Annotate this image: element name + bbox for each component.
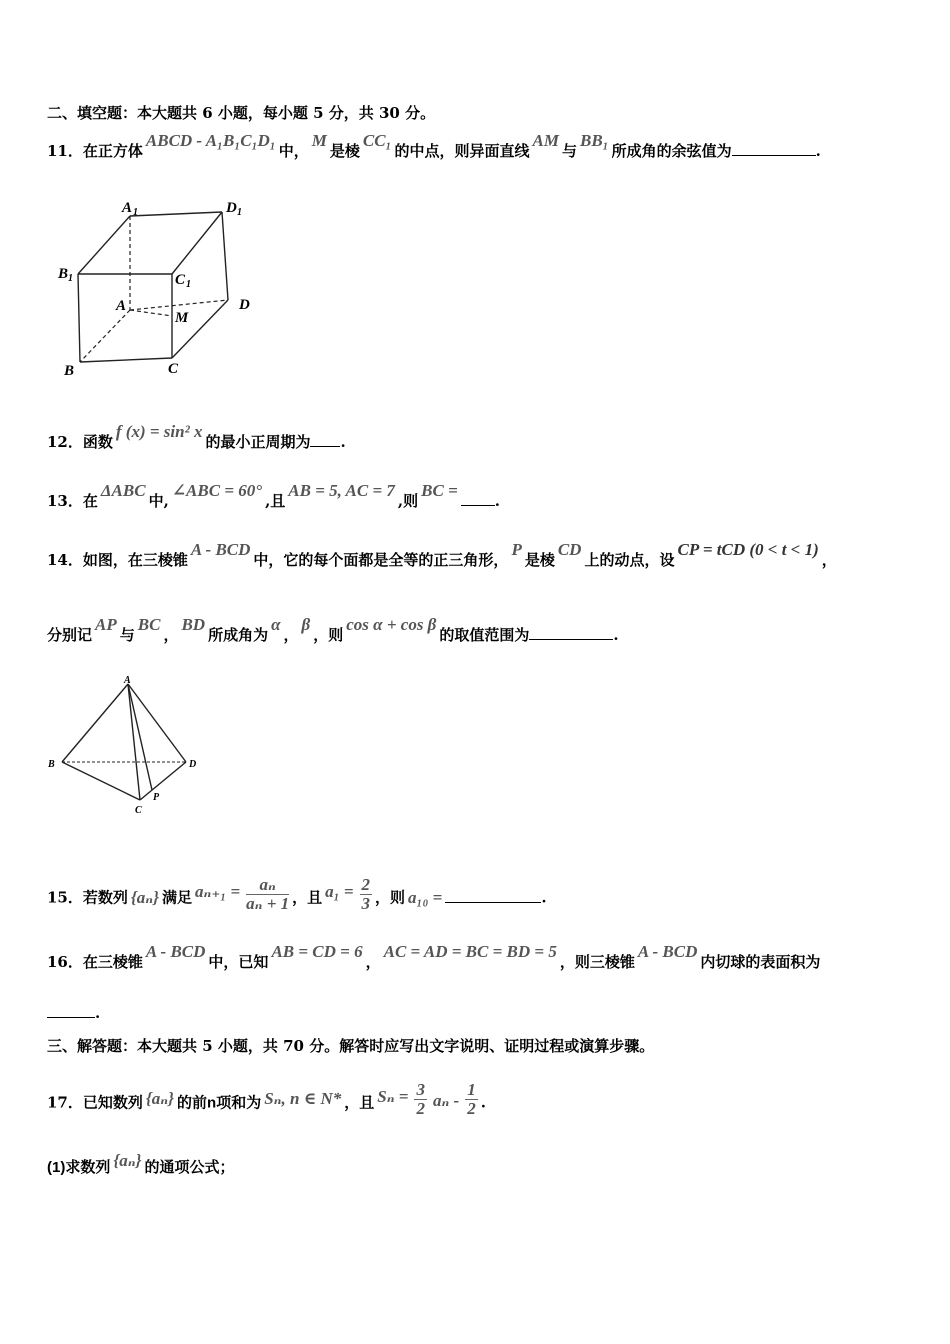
question-text: 中，它的每个面都是全等的正三角形， [253, 551, 509, 569]
question-text: n [207, 1094, 217, 1112]
question-text: 与 [561, 142, 577, 160]
fraction [246, 876, 289, 913]
question-text: ,则 [397, 492, 419, 510]
answer-blank [310, 432, 340, 447]
math-expr: ΔABC [100, 481, 146, 500]
math-expr: CC₁ [362, 131, 392, 150]
math-expr: P [511, 540, 522, 559]
answer-blank [732, 141, 816, 156]
question-number: 13． [47, 492, 83, 510]
label-m: M [175, 310, 189, 326]
part-label: (1) [47, 1159, 66, 1176]
question-11 [47, 131, 821, 161]
answer-blank [445, 888, 541, 903]
question-text: 满足 [162, 888, 193, 907]
math-expr: Sₙ = [377, 1086, 409, 1106]
question-14-line-2 [47, 615, 619, 645]
question-text: 中，已知 [208, 953, 269, 971]
label-a: A [116, 298, 127, 314]
math-expr: a₁₀ = [408, 887, 443, 907]
question-text: ，则 [375, 888, 406, 907]
edge-cd [172, 300, 228, 358]
question-end: . [613, 626, 619, 644]
math-expr: AP [95, 615, 117, 634]
question-end: . [494, 492, 500, 510]
question-text: 求数列 [65, 1158, 111, 1176]
question-text: 的通项公式； [144, 1158, 235, 1176]
fraction-denominator: aₙ + 1 [246, 894, 290, 913]
label-b: B [64, 363, 75, 379]
fraction-numerator: 1 [467, 1080, 476, 1099]
question-number: 16． [47, 953, 83, 971]
fraction-denominator: 2 [467, 1099, 476, 1118]
question-text: ， [821, 551, 837, 569]
math-expr: M [311, 131, 327, 150]
math-expr: ABCD - A₁B₁C₁D₁ [145, 131, 276, 150]
label-b1-sub: 1 [68, 273, 73, 284]
question-end: . [95, 1004, 101, 1022]
question-text: 若数列 [82, 888, 128, 907]
question-number: 11． [47, 142, 83, 160]
math-expr: Sₙ, n ∈ N* [264, 1088, 342, 1108]
question-text: 是棱 [524, 551, 555, 569]
question-end: . [815, 142, 821, 160]
math-expr: {aₙ} [145, 1088, 175, 1108]
question-text: 项和为 [216, 1093, 262, 1112]
fraction [414, 1081, 427, 1118]
label-c1-sub: 1 [186, 279, 191, 290]
edge-ab-hidden [80, 310, 130, 362]
answer-blank [529, 625, 613, 640]
tetrahedron-figure [45, 672, 215, 820]
math-expr: BC [137, 615, 161, 634]
question-end: . [340, 433, 346, 451]
question-text: 是棱 [329, 142, 360, 160]
question-text: ， [365, 953, 381, 971]
question-text: 在正方体 [82, 142, 143, 160]
question-14 [47, 540, 837, 570]
answer-blank [47, 1003, 95, 1018]
math-expr: CP = tCD (0 < t < 1) [677, 540, 819, 559]
label-p: P [153, 792, 160, 803]
math-expr: BD [181, 615, 206, 634]
answer-blank [461, 491, 495, 506]
question-text: ，且 [292, 888, 323, 907]
segment-am-hidden [130, 310, 172, 316]
label-c: C [168, 361, 179, 377]
fraction [360, 876, 373, 913]
label-a1: A [122, 200, 133, 216]
question-number: 15． [47, 888, 83, 907]
question-text: 与 [119, 626, 135, 644]
math-expr: cos α + cos β [346, 615, 437, 634]
label-b: B [48, 759, 55, 770]
label-d1: D [226, 200, 237, 216]
question-text: 的取值范围为 [439, 626, 530, 644]
fraction-numerator: aₙ [246, 876, 289, 895]
math-expr: CD [557, 540, 582, 559]
math-expr: a₁ = [325, 881, 354, 901]
question-17 [47, 1080, 486, 1122]
question-text: 的中点，则异面直线 [394, 142, 530, 160]
edge-bc [80, 358, 172, 362]
question-text: ,且 [265, 492, 286, 510]
question-13 [47, 481, 500, 511]
label-c1: C [175, 272, 186, 288]
label-d1-sub: 1 [237, 207, 242, 218]
label-a1-sub: 1 [133, 207, 138, 218]
math-expr: AC = AD = BC = BD = 5 [383, 942, 557, 961]
question-text: 函数 [82, 433, 113, 451]
math-expr: A - BCD [145, 942, 206, 961]
question-text: 中, [148, 492, 169, 510]
fraction-numerator: 2 [361, 875, 371, 894]
math-expr: AM [532, 131, 559, 150]
math-expr: BB₁ [579, 131, 609, 150]
question-number: 14． [47, 551, 83, 569]
question-text: 如图，在三棱锥 [82, 551, 188, 569]
edge-d1d [222, 212, 228, 300]
fraction-numerator: 3 [416, 1080, 425, 1099]
question-number: 17． [47, 1093, 83, 1112]
edge-b1b [78, 274, 80, 362]
label-a: A [124, 675, 131, 686]
math-expr: f (x) = sin² x [115, 422, 203, 441]
edge-ad-hidden [130, 300, 228, 310]
edge-b1a1 [78, 216, 130, 274]
edge-c1d1 [172, 212, 222, 274]
math-expr: β [301, 615, 311, 634]
question-text: ， [163, 626, 179, 644]
math-expr: aₙ₊₁ = [195, 881, 241, 901]
edge-ab [62, 684, 128, 762]
math-expr: α [271, 615, 281, 634]
edge-ac [128, 684, 140, 800]
fraction [465, 1081, 478, 1118]
math-expr: BC = [421, 481, 458, 500]
section-2-header: 二、填空题：本大题共 6 小题，每小题 5 分，共 30 分。 [47, 104, 436, 122]
question-15 [47, 875, 547, 917]
question-text: 上的动点，设 [584, 551, 675, 569]
question-text: 中， [278, 142, 309, 160]
question-text: 内切球的表面积为 [700, 953, 821, 971]
math-expr: A - BCD [637, 942, 698, 961]
section-3-header: 三、解答题：本大题共 5 小题，共 70 分。解答时应写出文字说明、证明过程或演算步骤。 [47, 1037, 655, 1055]
label-d: D [189, 759, 197, 770]
question-end: . [480, 1093, 486, 1112]
fraction-denominator: 3 [361, 894, 371, 913]
question-text: 在 [82, 492, 98, 510]
question-16 [47, 942, 821, 972]
math-expr: AB = CD = 6 [271, 942, 363, 961]
question-number: 12． [47, 433, 83, 451]
cube-figure [50, 190, 270, 390]
question-12 [47, 422, 346, 452]
question-text: ，且 [344, 1093, 375, 1112]
question-text: ， [283, 626, 299, 644]
math-expr: AB = 5, AC = 7 [288, 481, 395, 500]
question-text: 在三棱锥 [82, 953, 143, 971]
label-b1: B [58, 266, 69, 282]
fraction-denominator: 2 [416, 1099, 425, 1118]
question-16-line-2 [47, 1003, 100, 1023]
question-17-part-1 [47, 1151, 235, 1178]
question-text: 已知数列 [82, 1093, 143, 1112]
question-text: 所成角的余弦值为 [611, 142, 732, 160]
question-end: . [541, 888, 547, 907]
edge-a1d1 [130, 212, 222, 216]
question-text: 分别记 [47, 626, 93, 644]
label-d: D [239, 297, 250, 313]
label-c: C [135, 805, 142, 816]
math-expr: A - BCD [190, 540, 251, 559]
edge-bc [62, 762, 140, 800]
math-expr: {aₙ} [130, 887, 160, 907]
question-text: 所成角为 [208, 626, 269, 644]
question-text: 的最小正周期为 [205, 433, 311, 451]
question-text: ，则三棱锥 [559, 953, 635, 971]
math-expr: ∠ABC = 60° [171, 481, 263, 500]
question-text: 的前 [177, 1093, 208, 1112]
math-expr: {aₙ} [113, 1151, 142, 1170]
math-expr: aₙ - [432, 1090, 460, 1110]
question-text: ，则 [313, 626, 344, 644]
